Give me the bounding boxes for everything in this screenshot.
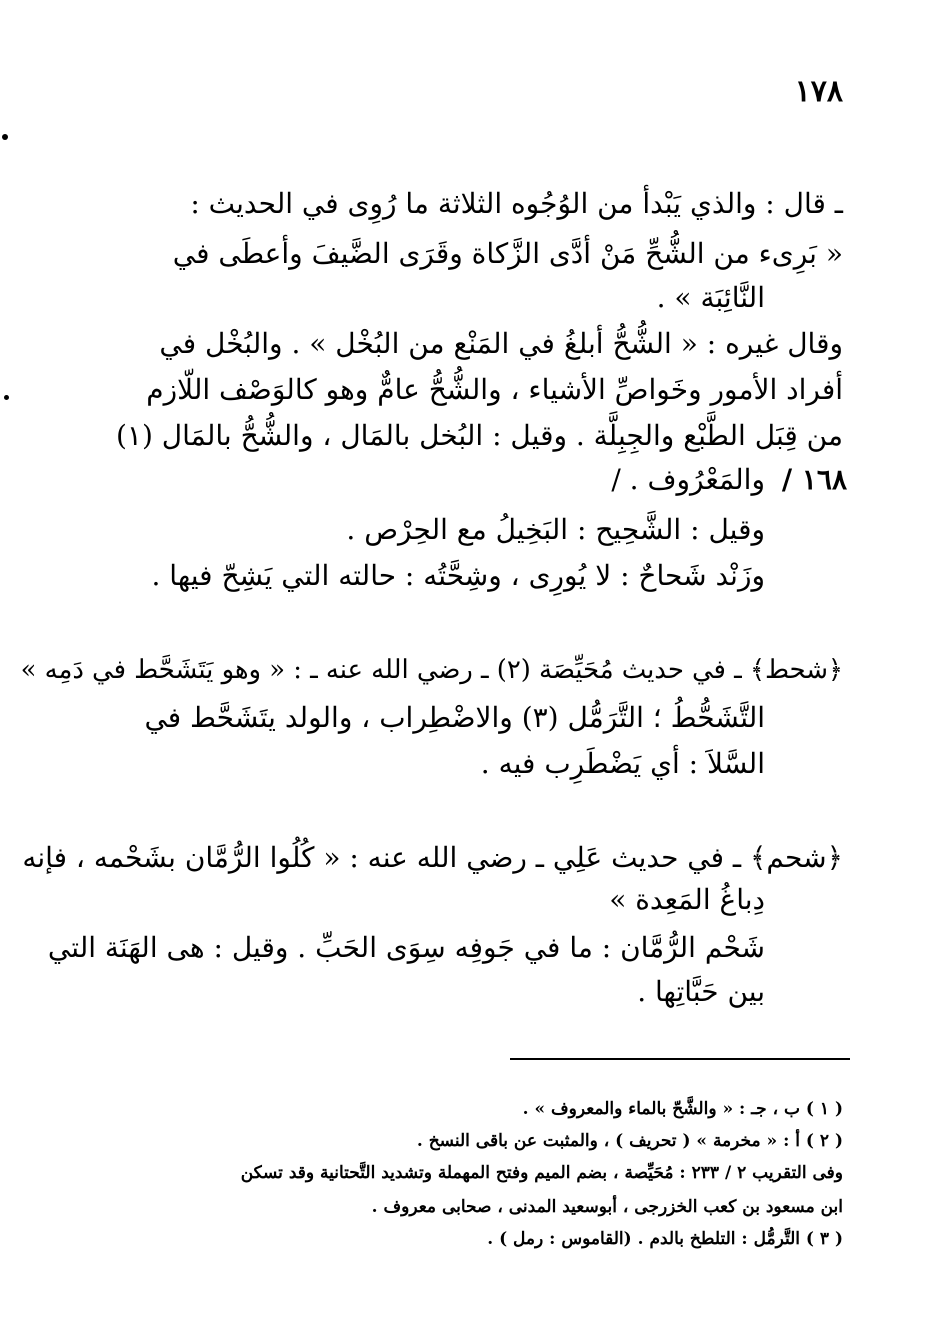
scan-speck (4, 395, 9, 400)
body-line: دِباغُ المَعِدة » (609, 883, 765, 916)
body-line: شَحْم الرُّمَّان : ما في جَوفِه سِوَى الحَبِّ . وقيل : هى الهَنَة التي (47, 931, 765, 964)
body-line: وقال غيره : « الشُّحُّ أبلغُ في المَنْع من البُخْل » . والبُخْل في (159, 327, 843, 360)
body-line: التَّشَحُّطُ ؛ التَّرَمُّل (٣) والاضْطِراب ، والولد يتَشَحَّط في (144, 701, 765, 734)
body-line: وزَنْد شَحاحٌ : لا يُورِى ، وشِحَّتُه : حالته التي يَشِحّ فيها . (151, 559, 765, 592)
body-line: النَّائِبَة » . (656, 281, 765, 314)
footnote: ( ٣ ) التَّرمُّل : التلطخ بالدم . (القاموس : رمل ) . (487, 1229, 843, 1249)
body-line: ـ قال : والذي يَبْدأ من الوُجُوه الثلاثة ما رُوِى في الحديث : (190, 187, 843, 220)
body-line: أفراد الأمور وخَواصِّ الأشياء ، والشُّحُّ عامٌّ وهو كالوَصْف اللّازم (146, 373, 843, 406)
margin-page-reference: ١٦٨ / (781, 463, 847, 496)
entry-heading-line: ﴿شحم﴾ ـ في حديث عَلِي ـ رضي الله عنه : « كُلُوا الرُّمَّان بشَحْمه ، فإنه (22, 841, 843, 874)
footnote: ابن مسعود بن كعب الخزرجى ، أبوسعيد المدنى ، صحابى معروف . (371, 1197, 843, 1217)
footnote: ( ١ ) ب ، جـ : « والشَّحّ بالماء والمعروف » . (522, 1099, 843, 1119)
entry-heading-line: ﴿شحط﴾ ـ في حديث مُحَيِّصَة (٢) ـ رضي الله عنه ـ : « وهو يَتَشَحَّط في دَمِه » (20, 655, 843, 685)
footnote: وفى التقريب ٢ / ٢٣٣ : مُحَيِّصة ، بضم الميم وفتح المهملة وتشديد التَّحتانية وقد تسكن (240, 1163, 843, 1183)
body-line: والمَعْرُوف . / (611, 463, 765, 496)
body-line: بين حَبَّاتِها . (637, 975, 765, 1008)
body-line: السَّلاَ : أي يَضْطَرِب فيه . (480, 747, 765, 780)
scan-speck (2, 134, 8, 140)
body-line: « بَرِىء من الشُّحِّ مَنْ أدَّى الزَّكاة وقَرَى الضَّيفَ وأعطَى في (172, 237, 843, 270)
body-line: من قِبَل الطَّبْع والجِبِلَّة . وقيل : البُخل بالمَال ، والشُّحُّ بالمَال (١) (115, 419, 843, 452)
footnote-separator (510, 1058, 850, 1060)
page-number: ١٧٨ (794, 74, 843, 109)
footnote: ( ٢ ) أ : « مخرمة » ( تحريف ) ، والمثبت عن باقى النسخ . (416, 1131, 843, 1151)
body-line: وقيل : الشَّحِيح : البَخِيلُ مع الحِرْص . (346, 513, 765, 546)
